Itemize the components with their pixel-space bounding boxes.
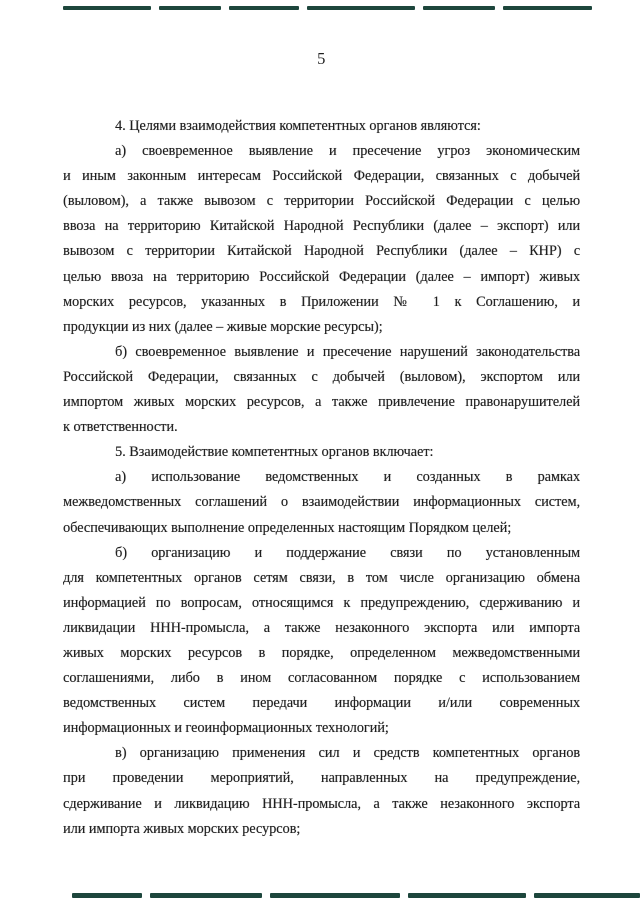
text-line: Российской Федерации, связанных с добычей (выловом), экспортом или	[63, 368, 580, 385]
text-line: живых морских ресурсов в порядке, определенном межведомственными	[63, 644, 580, 661]
text-line: а) своевременное выявление и пресечение угроз экономическим	[115, 143, 580, 160]
text-line: а) использование ведомственных и созданных в рамках	[115, 469, 580, 486]
text-block	[63, 114, 580, 842]
text-line: и иным законным интересам Российской Федерации, связанных с добычей	[63, 168, 580, 185]
text-line: 5. Взаимодействие компетентных органов включает:	[115, 444, 434, 461]
scan-artifact-dash	[423, 6, 495, 10]
scan-artifacts-top	[0, 6, 640, 10]
scan-artifact-dash	[503, 6, 592, 10]
scan-artifact-dash	[159, 6, 221, 10]
text-line: информацией по вопросам, относящимся к предупреждению, сдерживанию и	[63, 594, 580, 611]
text-line: целью ввоза на территорию Российской Федерации (далее – импорт) живых	[63, 268, 580, 285]
text-line: б) своевременное выявление и пресечение нарушений законодательства	[115, 343, 580, 360]
text-line: для компетентных органов сетям связи, в том числе организацию обмена	[63, 569, 580, 586]
scan-artifact-dash	[270, 893, 400, 898]
text-line: продукции из них (далее – живые морские ресурсы);	[63, 318, 383, 335]
text-line: ликвидации ННН-промысла, а также незаконного экспорта или импорта	[63, 619, 580, 636]
text-line: к ответственности.	[63, 419, 178, 436]
text-line: морских ресурсов, указанных в Приложении № 1 к Соглашению, и	[63, 293, 580, 310]
scan-artifact-dash	[63, 6, 151, 10]
scan-artifact-dash	[72, 893, 142, 898]
text-line: ввоза на территорию Китайской Народной Республики (далее – экспорт) или	[63, 218, 580, 235]
text-line: ведомственных систем передачи информации и/или современных	[63, 695, 580, 712]
text-line: вывозом с территории Китайской Народной Республики (далее – КНР) с	[63, 243, 580, 260]
text-line: импортом живых морских ресурсов, а также привлечение правонарушителей	[63, 394, 580, 411]
text-line: или импорта живых морских ресурсов;	[63, 820, 301, 837]
text-line: межведомственных соглашений о взаимодействии информационных систем,	[63, 494, 580, 511]
text-line: сдерживание и ликвидацию ННН-промысла, а также незаконного экспорта	[63, 795, 580, 812]
text-line: обеспечивающих выполнение определенных настоящим Порядком целей;	[63, 519, 512, 536]
text-line: в) организацию применения сил и средств компетентных органов	[115, 745, 580, 762]
scan-artifact-dash	[408, 893, 526, 898]
scan-artifact-dash	[307, 6, 415, 10]
scan-artifact-dash	[229, 6, 299, 10]
text-line: 4. Целями взаимодействия компетентных органов являются:	[115, 118, 481, 134]
scan-artifact-dash	[150, 893, 262, 898]
text-line: б) организацию и поддержание связи по установленным	[115, 544, 580, 561]
page-number: 5	[317, 49, 326, 68]
scan-artifacts-bottom	[0, 893, 640, 898]
text-line: информационных и геоинформационных технологий;	[63, 720, 389, 737]
text-line: при проведении мероприятий, направленных на предупреждение,	[63, 770, 580, 787]
scan-artifact-dash	[534, 893, 640, 898]
text-line: соглашениями, либо в ином согласованном порядке с использованием	[63, 670, 580, 687]
text-line: (выловом), а также вывозом с территории Российской Федерации с целью	[63, 193, 580, 210]
